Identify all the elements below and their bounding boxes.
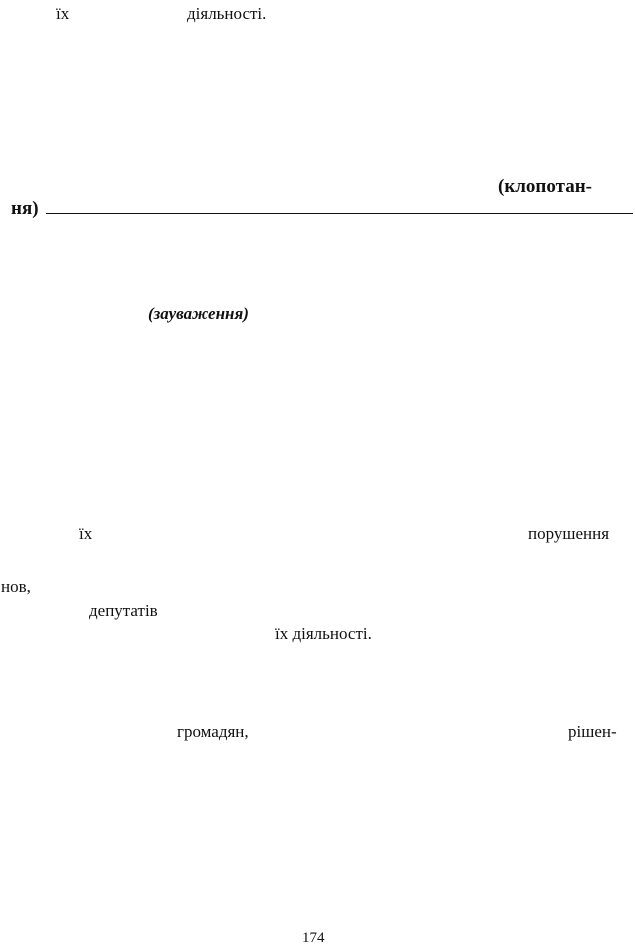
fragment-text: громадян, — [177, 722, 249, 741]
fragment-text: діяльності. — [187, 4, 267, 23]
remark-text: (зауваження) — [148, 304, 249, 323]
page-number: 174 — [302, 930, 325, 946]
fragment-text: рішен- — [568, 722, 617, 741]
fragment-text: їх діяльності. — [275, 624, 372, 643]
fragment-text: порушення — [528, 524, 610, 543]
heading-fragment: ня) — [11, 198, 39, 219]
fragment-text: депутатів — [89, 601, 158, 620]
fragment-text: нов, — [1, 577, 31, 596]
fragment-text: їх — [56, 4, 70, 23]
underline-rule — [46, 213, 633, 214]
fragment-text: їх — [79, 524, 93, 543]
heading-fragment: (клопотан- — [498, 176, 592, 197]
